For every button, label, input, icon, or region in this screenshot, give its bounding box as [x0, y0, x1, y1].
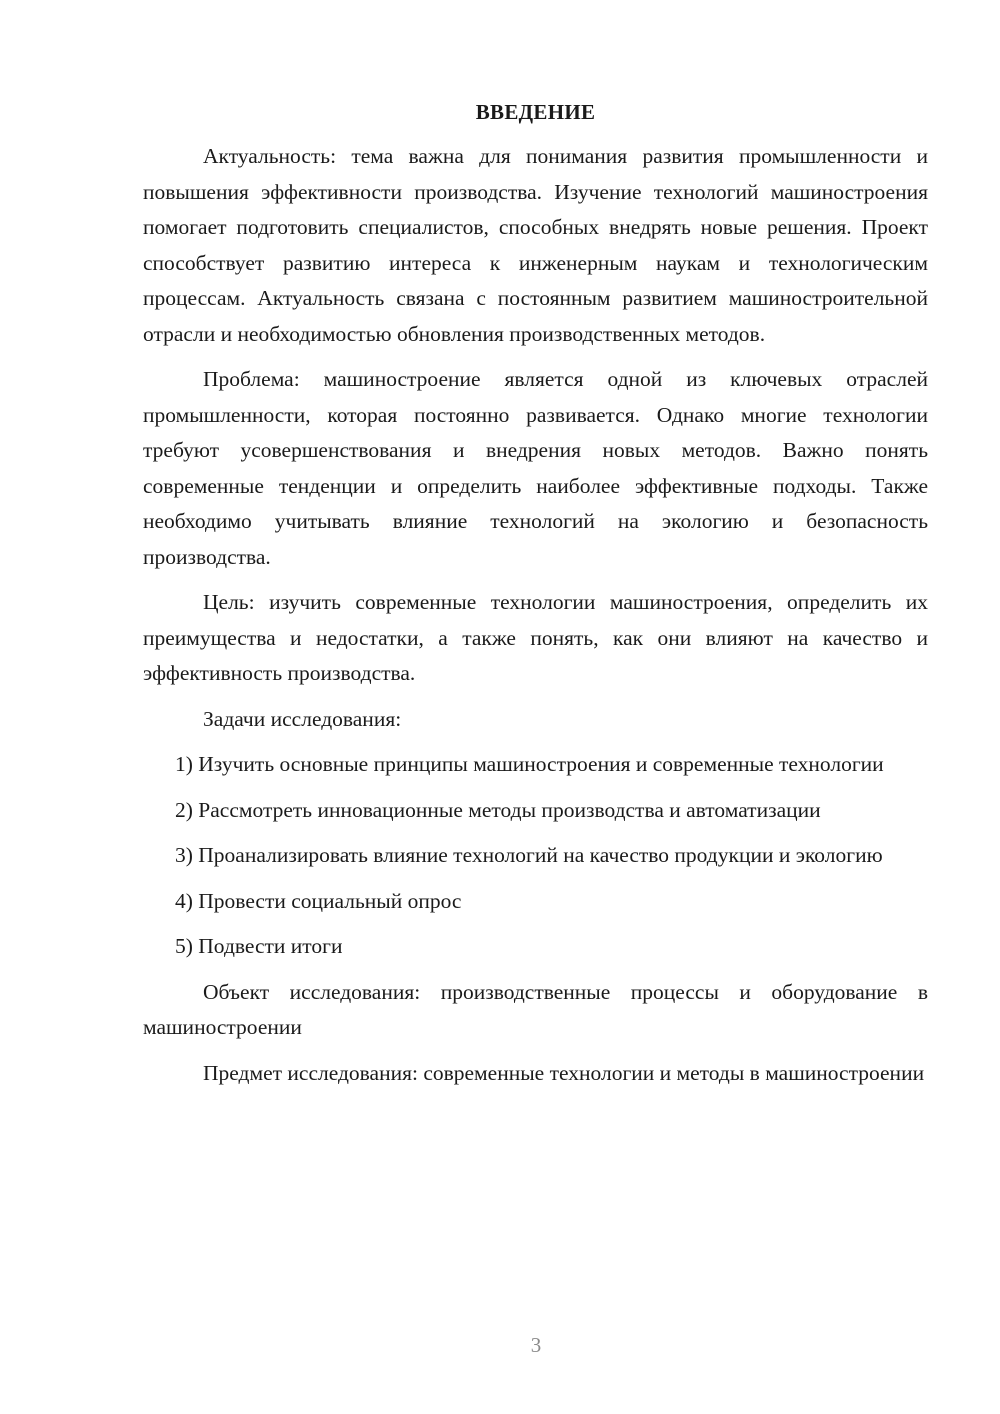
- page-number: 3: [530, 1333, 542, 1357]
- subject-paragraph: Предмет исследования: современные технологии и методы в машиностроении: [203, 1060, 925, 1085]
- section-title: ВВЕДЕНИЕ: [475, 100, 596, 124]
- tasks-heading: Задачи исследования:: [203, 706, 402, 731]
- list-item: 4) Провести социальный опрос: [175, 888, 462, 913]
- object-paragraph: Объект исследования: производственные процессы и оборудование в машиностроении: [143, 979, 928, 1039]
- tasks-list: [143, 747, 928, 965]
- list-item: 2) Рассмотреть инновационные методы производства и автоматизации: [175, 797, 821, 822]
- list-item: 3) Проанализировать влияние технологий на качество продукции и экологию: [175, 843, 883, 867]
- relevance-paragraph: Актуальность: тема важна для понимания развития промышленности и повышения эффективности производства. Изучение технологий машиностроения помогает подготовить специалистов, способных внедрять новые решения. Проект способствует развитию интереса к инженерным наукам и технологическим процессам. Актуальность связана с постоянным развитием машиностроительной отрасли и необходимостью обновления производственных методов.: [143, 144, 928, 346]
- goal-paragraph: Цель: изучить современные технологии машиностроения, определить их преимущества и недостатки, а также понять, как они влияют на качество и эффективность производства.: [143, 590, 928, 685]
- list-item: 5) Подвести итоги: [175, 934, 343, 958]
- page-content: [143, 98, 928, 1091]
- list-item: 1) Изучить основные принципы машиностроения и современные технологии: [175, 752, 884, 776]
- problem-paragraph: Проблема: машиностроение является одной из ключевых отраслей промышленности, которая постоянно развивается. Однако многие технологии требуют усовершенствования и внедрения новых методов. Важно понять современные тенденции и определить наиболее эффективные подходы. Также необходимо учитывать влияние технологий на экологию и безопасность производства.: [143, 367, 928, 569]
